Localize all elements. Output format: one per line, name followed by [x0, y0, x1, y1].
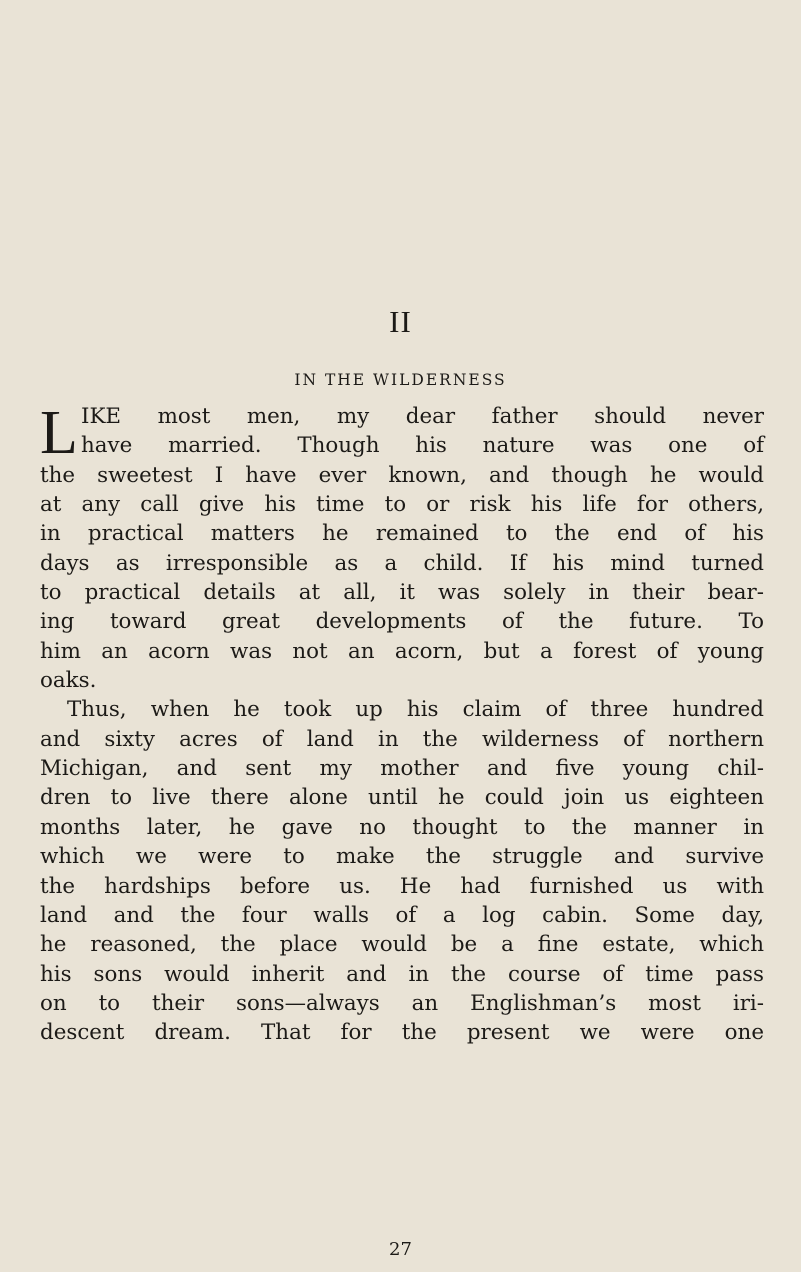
text-line: in practical matters he remained to the end of his [40, 521, 764, 547]
drop-cap: L [40, 402, 78, 462]
chapter-number: II [389, 304, 412, 339]
text-line: the sweetest I have ever known, and though he would [40, 462, 764, 488]
text-line: ing toward great developments of the future. To [40, 609, 764, 635]
text-line: to practical details at all, it was solely in their bear- [40, 580, 764, 606]
text-line: land and the four walls of a log cabin. Some day, [40, 902, 764, 928]
text-line: descent dream. That for the present we were one [40, 1020, 764, 1046]
text-line: IKE most men, my dear father should never [81, 404, 764, 429]
text-line: have married. Though his nature was one of [81, 433, 764, 459]
text-line: and sixty acres of land in the wilderness of northern [40, 726, 764, 752]
text-line: his sons would inherit and in the course of time pass [40, 961, 764, 987]
text-line: oaks. [40, 668, 97, 694]
text-line: dren to live there alone until he could join us eighteen [40, 785, 764, 811]
body-text [40, 402, 764, 1048]
text-line: on to their sons—always an Englishman’s most iri- [40, 990, 764, 1016]
page-number: 27 [389, 1239, 412, 1260]
text-line: he reasoned, the place would be a fine estate, which [40, 932, 764, 958]
chapter-title: IN THE WILDERNESS [294, 371, 507, 389]
text-line: him an acorn was not an acorn, but a forest of young [40, 638, 764, 664]
text-line: Michigan, and sent my mother and five young chil- [40, 756, 764, 782]
text-line: the hardships before us. He had furnished us with [40, 873, 764, 899]
text-line: months later, he gave no thought to the manner in [40, 814, 764, 840]
text-line: at any call give his time to or risk his life for others, [40, 492, 764, 518]
text-line: Thus, when he took up his claim of three hundred [67, 697, 764, 723]
text-line: days as irresponsible as a child. If his mind turned [40, 550, 764, 576]
text-line: which we were to make the struggle and survive [40, 844, 764, 870]
